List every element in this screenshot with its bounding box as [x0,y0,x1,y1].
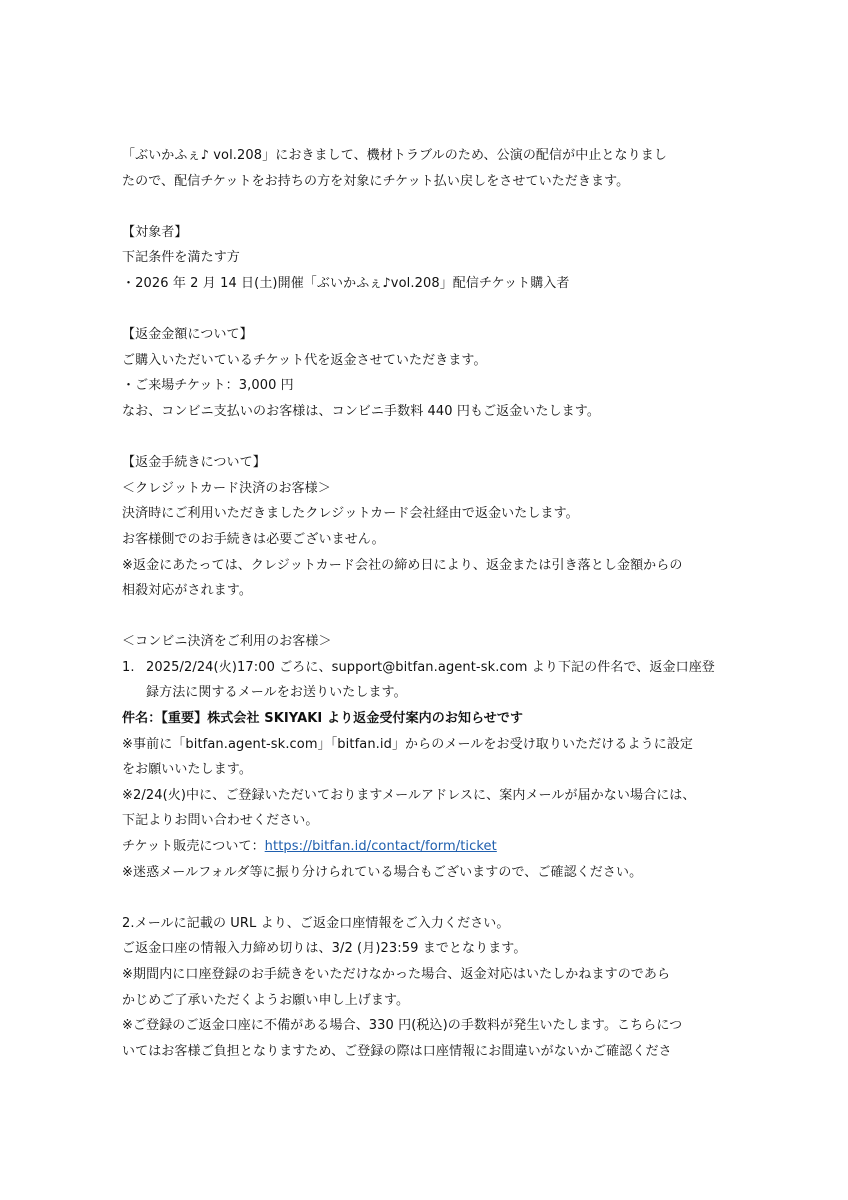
step2-line-6: いてはお客様ご負担となりますため、ご登録の際は口座情報にお間違いがないかご確認くださ [122,1043,672,1059]
intro-line-2: たので、配信チケットをお持ちの方を対象にチケット払い戻しをさせていただきます。 [122,173,630,189]
procedure-heading: 【返金手続きについて】 [122,455,266,471]
convenience-subheading: ＜コンビニ決済をご利用のお客様＞ [122,634,332,650]
contact-link[interactable]: https://bitfan.id/contact/form/ticket [264,839,497,855]
step2-line-4: かじめご了承いただくようお願い申し上げます。 [122,992,410,1008]
note-line-4: 下記よりお問い合わせください。 [122,813,319,829]
spacer [122,194,734,220]
step2-line-3: ※期間内に口座登録のお手続きをいただけなかった場合、返金対応はいたしかねますのであら [122,967,671,982]
contact-label: チケット販売について： [122,839,265,855]
step1-number: 1. [122,659,135,675]
target-line-2: ・2026 年 2 月 14 日(土)開催「ぶいかふぇ♪vol.208」配信チケット購入者 [122,275,570,291]
note-line-3: ※2/24(火)中に、ご登録いただいておりますメールアドレスに、案内メールが届かない場合には、 [122,787,696,803]
intro-line-1: 「ぶいかふぇ♪ vol.208」におきまして、機材トラブルのため、公演の配信が中止となりまし [122,148,667,163]
credit-line-4: 相殺対応がされます。 [122,583,252,599]
spacer [122,885,734,911]
target-heading: 【対象者】 [122,224,188,240]
credit-line-3: ※返金にあたっては、クレジットカード会社の締め日により、返金または引き落とし金額からの [122,557,683,573]
amount-line-2: ・ご来場チケット：3,000 円 [122,378,294,394]
step1-line-1: 2025/2/24(火)17:00 ごろに、support@bitfan.agent-sk.com より下記の件名で、返金口座登 [146,659,715,675]
document-body [122,143,734,1064]
amount-line-3: なお、コンビニ支払いのお客様は、コンビニ手数料 440 円もご返金いたします。 [122,403,600,419]
step2-line-1: 2.メールに記載の URL より、ご返金口座情報をご入力ください。 [122,915,510,931]
contact-line [122,834,734,860]
step2-line-5: ※ご登録のご返金口座に不備がある場合、330 円(税込)の手数料が発生いたします。こちらにつ [122,1018,683,1034]
email-subject: 件名：【重要】株式会社 SKIYAKI より返金受付案内のお知らせです [122,711,524,727]
step2-line-2: ご返金口座の情報入力締め切りは、3/2 (月)23:59 までとなります。 [122,941,527,957]
amount-heading: 【返金金額について】 [122,327,253,343]
note-line-1: ※事前に「bitfan.agent-sk.com」「bitfan.id」からのメールをお受け取りいただけるように設定 [122,736,693,752]
spacer [122,297,734,323]
target-line-1: 下記条件を満たす方 [122,250,240,266]
note-line-2: をお願いいたします。 [122,762,252,778]
credit-line-2: お客様側でのお手続きは必要ございません。 [122,531,385,547]
spacer [122,604,734,630]
spacer [122,425,734,451]
credit-subheading: ＜クレジットカード決済のお客様＞ [122,480,331,496]
step1-line-2: 録方法に関するメールをお送りいたします。 [146,685,407,701]
amount-line-1: ご購入いただいているチケット代を返金させていただきます。 [122,352,487,368]
credit-line-1: 決済時にご利用いただきましたクレジットカード会社経由で返金いたします。 [122,506,579,522]
step1-item [122,655,734,681]
spam-note: ※迷惑メールフォルダ等に振り分けられている場合もございますので、ご確認ください。 [122,864,643,880]
